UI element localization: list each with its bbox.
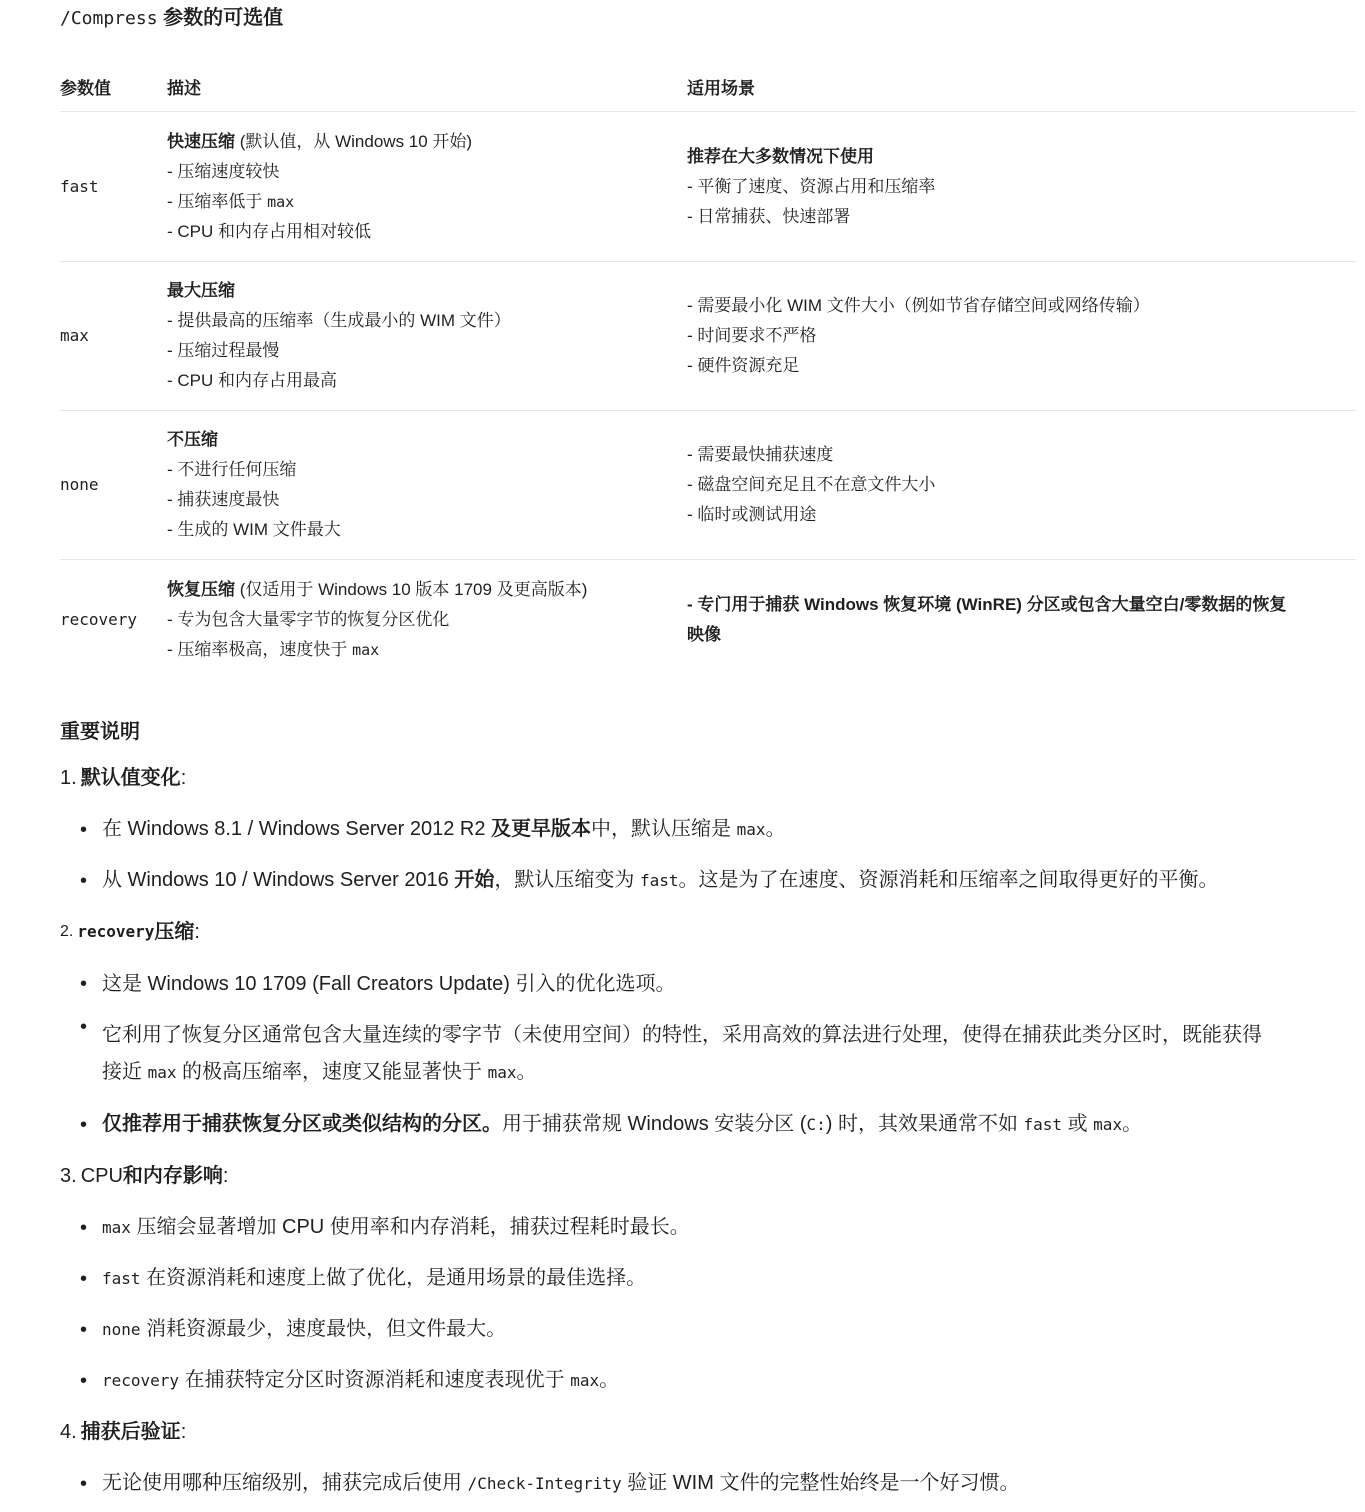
desc-title: 最大压缩 (167, 281, 235, 300)
bullet-text: 。 (765, 818, 786, 840)
param-value: recovery (60, 609, 138, 629)
desc-title: 恢复压缩 (167, 579, 235, 599)
scene-line: - 专门用于捕获 Windows 恢复环境 (WinRE) 分区或包含大量空白/零数据的恢复 (687, 594, 1287, 614)
bullet-bold: 开始 (454, 869, 495, 891)
bullet-text: 它利用了恢复分区通常包含大量连续的零字节（未使用空间）的特性，采用高效的算法进行处理，使得在捕获此类分区时，既能获得 (102, 1024, 1262, 1046)
note-heading (60, 1150, 1356, 1202)
desc-line: - 压缩率极高，速度快于 (167, 639, 353, 659)
bullet-text: 在 Windows 8.1 / Windows Server 2012 R2 (102, 818, 492, 840)
inline-code: none (102, 1320, 141, 1339)
note-colon: : (194, 921, 200, 943)
inline-code: fast (639, 871, 679, 890)
note-title: 捕获后验证 (80, 1421, 181, 1443)
list-item (80, 1304, 1356, 1355)
inline-code: max (736, 820, 766, 839)
note-heading (60, 752, 1356, 804)
param-value: max (60, 262, 167, 411)
scene-line: - 硬件资源充足 (687, 356, 800, 375)
bullet-text: 在捕获特定分区时资源消耗和速度表现优于 (179, 1369, 571, 1391)
bullet-text: 或 (1062, 1113, 1094, 1135)
scene-line: - 时间要求不严格 (687, 326, 817, 345)
bullet-text: ，默认压缩变为 (494, 869, 640, 891)
param-description (167, 112, 687, 262)
list-item (80, 804, 1356, 855)
bullet-text: 。 (516, 1061, 537, 1083)
param-scenario (687, 411, 1356, 560)
heading-code: /Compress (60, 8, 158, 29)
inline-code: max (1093, 1115, 1123, 1134)
note-heading (60, 1406, 1356, 1458)
scene-line: - 临时或测试用途 (687, 505, 817, 524)
bullet-icon: • (80, 972, 88, 995)
note-colon: : (180, 1421, 187, 1443)
desc-line: - 压缩率低于 (167, 191, 268, 211)
bullet-text: 消耗资源最少，速度最快，但文件最大。 (140, 1318, 507, 1340)
col-header-value: 参数值 (60, 62, 167, 112)
param-description (167, 560, 687, 680)
bullet-text: 。这是为了在速度、资源消耗和压缩率之间取得更好的平衡。 (678, 869, 1219, 891)
bullet-icon: • (80, 818, 88, 841)
note-colon: : (180, 767, 187, 789)
list-item (80, 1099, 1356, 1150)
inline-code: max (570, 1371, 600, 1390)
scene-line: - 需要最快捕获速度 (687, 445, 834, 464)
note-colon: : (222, 1165, 229, 1187)
scene-line: - 需要最小化 WIM 文件大小（例如节省存储空间或网络传输） (687, 296, 1150, 315)
scene-line: - 磁盘空间充足且不在意文件大小 (687, 475, 936, 494)
desc-line: - CPU 和内存占用相对较低 (167, 221, 371, 241)
bullet-icon: • (80, 1216, 88, 1239)
desc-title: 不压缩 (167, 430, 218, 449)
bullet-text: 。 (1122, 1113, 1143, 1135)
bullet-bold: 及更早版本 (491, 818, 592, 840)
note-title: 默认值变化 (80, 767, 181, 789)
bullet-text: 接近 (102, 1061, 148, 1083)
bullet-icon: • (80, 1267, 88, 1290)
list-item (80, 1355, 1356, 1406)
desc-line: - 不进行任何压缩 (167, 460, 297, 479)
inline-code: max (267, 192, 295, 211)
col-header-scenario: 适用场景 (687, 62, 1356, 112)
inline-code: max (147, 1063, 177, 1082)
inline-code: recovery (102, 1371, 180, 1390)
compress-values-table (60, 62, 1356, 680)
param-scenario (687, 112, 1356, 262)
desc-title-tail: (仅适用于 Windows 10 版本 1709 及更高版本) (235, 579, 588, 599)
desc-line: - 提供最高的压缩率（生成最小的 WIM 文件） (167, 311, 511, 330)
list-item (80, 1458, 1356, 1509)
inline-code: fast (1023, 1115, 1063, 1134)
note-number: 3. (60, 1165, 77, 1187)
note-title: 和内存影响 (122, 1165, 223, 1187)
table-row (60, 262, 1356, 411)
inline-code: /Check-Integrity (467, 1474, 622, 1493)
param-scenario (687, 560, 1356, 680)
inline-code: recovery (77, 922, 155, 941)
bullet-text: 压缩会显著增加 CPU 使用率和内存消耗，捕获过程耗时最长。 (130, 1216, 690, 1238)
bullet-text: ) 时，其效果通常不如 (825, 1113, 1024, 1135)
list-item (80, 1202, 1356, 1253)
table-row (60, 411, 1356, 560)
scene-line: 映像 (687, 624, 721, 644)
section-heading (60, 4, 283, 33)
heading-text: 参数的可选值 (157, 7, 284, 29)
list-item (80, 1009, 1356, 1099)
bullet-text: 这是 Windows 10 1709 (Fall Creators Update) 引入的优化选项。 (102, 972, 676, 995)
desc-line: - 捕获速度最快 (167, 490, 280, 509)
bullet-text: 验证 WIM 文件的完整性始终是一个好习惯。 (621, 1472, 1020, 1494)
important-notes (60, 712, 1356, 1509)
bullet-icon: • (80, 1113, 88, 1136)
bullet-text: 的极高压缩率，速度又能显著快于 (176, 1061, 488, 1083)
param-description (167, 262, 687, 411)
note-title-prefix: CPU (80, 1165, 123, 1187)
bullet-icon: • (80, 1472, 88, 1495)
bullet-icon: • (80, 1016, 88, 1038)
list-item (80, 958, 1356, 1009)
note-title: 压缩 (154, 921, 195, 943)
inline-code: max (352, 640, 380, 659)
note-heading (60, 906, 1356, 958)
bullet-text: 无论使用哪种压缩级别，捕获完成后使用 (102, 1472, 468, 1494)
desc-line: - 专为包含大量零字节的恢复分区优化 (167, 609, 450, 629)
bullet-text: 在资源消耗和速度上做了优化，是通用场景的最佳选择。 (140, 1267, 647, 1289)
inline-code: fast (102, 1269, 141, 1288)
bullet-text: 中，默认压缩是 (591, 818, 737, 840)
bullet-icon: • (80, 1318, 88, 1341)
desc-line: - 生成的 WIM 文件最大 (167, 520, 341, 539)
bullet-text: 从 Windows 10 / Windows Server 2016 (102, 869, 455, 891)
param-description (167, 411, 687, 560)
col-header-description: 描述 (167, 62, 687, 112)
bullet-text: 用于捕获常规 Windows 安装分区 ( (502, 1113, 807, 1135)
param-value: none (60, 411, 167, 560)
desc-title: 快速压缩 (167, 131, 235, 151)
param-value: fast (60, 112, 167, 262)
desc-line: - 压缩速度较快 (167, 161, 280, 181)
table-row (60, 112, 1356, 262)
desc-line: - 压缩过程最慢 (167, 341, 280, 360)
note-number: 4. (60, 1421, 77, 1443)
inline-code: max (102, 1218, 131, 1237)
desc-line: - CPU 和内存占用最高 (167, 371, 337, 390)
bullet-text: 。 (599, 1369, 620, 1391)
list-item (80, 855, 1356, 906)
table-row (60, 560, 1356, 680)
list-item (80, 1253, 1356, 1304)
inline-code: max (487, 1063, 517, 1082)
bullet-icon: • (80, 1369, 88, 1392)
bullet-bold: 仅推荐用于捕获恢复分区或类似结构的分区。 (102, 1113, 502, 1135)
note-number: 2. (60, 923, 74, 940)
table-header-row (60, 62, 1356, 112)
scene-title: 推荐在大多数情况下使用 (687, 146, 874, 166)
scene-line: - 平衡了速度、资源占用和压缩率 (687, 176, 936, 196)
inline-code: C: (806, 1115, 826, 1134)
note-number: 1. (60, 767, 77, 789)
desc-title-tail: (默认值，从 Windows 10 开始) (235, 131, 473, 151)
bullet-icon: • (80, 869, 88, 892)
param-scenario (687, 262, 1356, 411)
scene-line: - 日常捕获、快速部署 (687, 206, 851, 226)
notes-title: 重要说明 (60, 721, 140, 743)
